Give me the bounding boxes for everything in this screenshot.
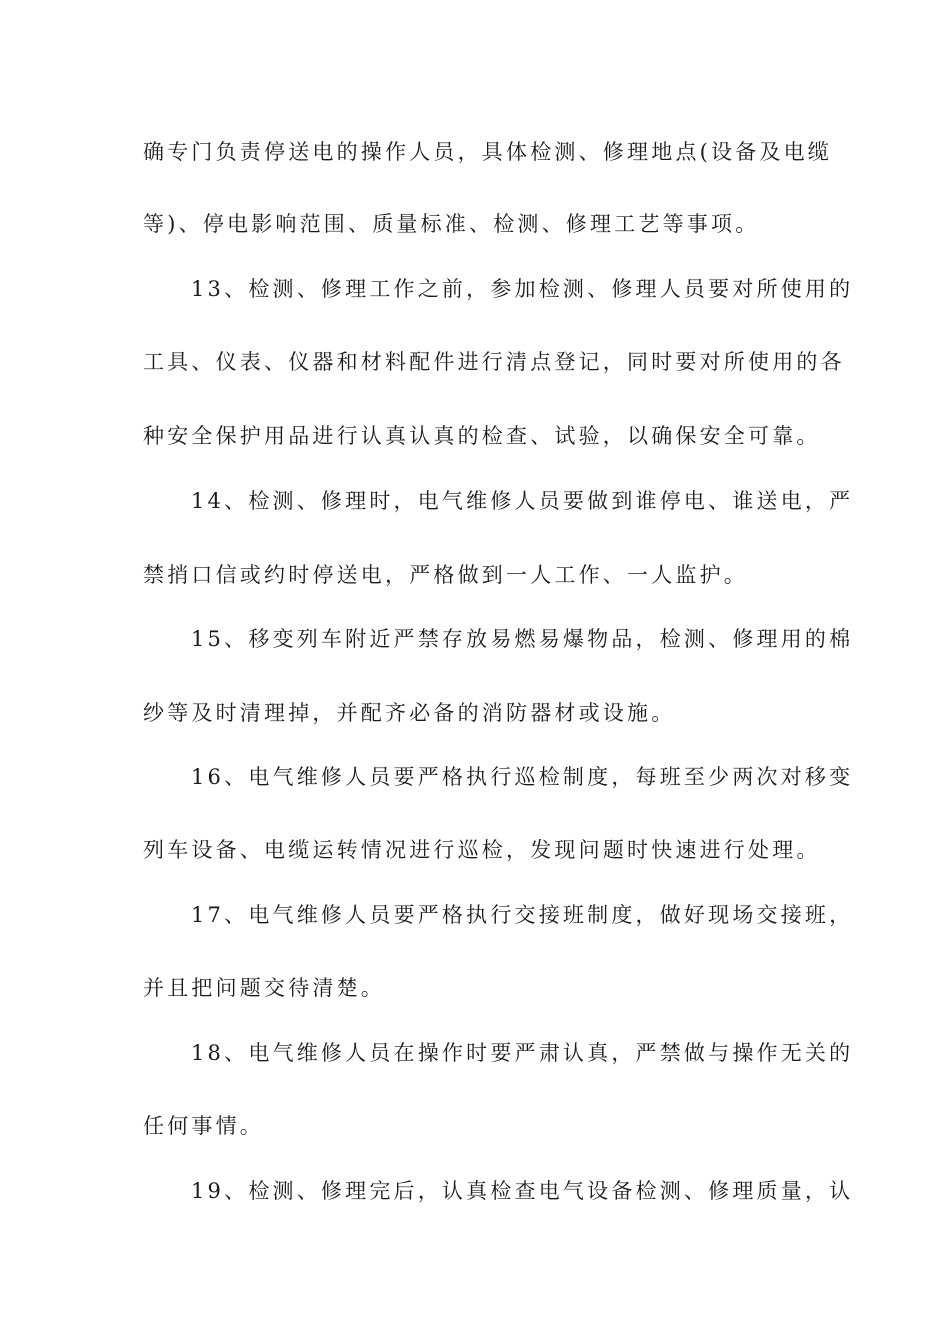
- paragraph-line: 确专门负责停送电的操作人员，具体检测、修理地点(设备及电缆: [143, 140, 832, 164]
- paragraph-line: 列车设备、电缆运转情况进行巡检，发现问题时快速进行处理。: [143, 838, 821, 862]
- paragraph-line: 任何事情。: [143, 1114, 264, 1138]
- paragraph-line: 13、检测、修理工作之前，参加检测、修理人员要对所使用的: [191, 277, 854, 301]
- paragraph-line: 纱等及时清理掉，并配齐必备的消防器材或设施。: [143, 701, 676, 725]
- paragraph-line: 15、移变列车附近严禁存放易燃易爆物品，检测、修理用的棉: [191, 627, 854, 651]
- paragraph-line: 14、检测、修理时，电气维修人员要做到谁停电、谁送电，严: [191, 489, 854, 513]
- paragraph-line: 禁捎口信或约时停送电，严格做到一人工作、一人监护。: [143, 563, 748, 587]
- paragraph-line: 并且把问题交待清楚。: [143, 976, 385, 1000]
- paragraph-line: 等)、停电影响范围、质量标准、检测、修理工艺等事项。: [143, 212, 760, 236]
- paragraph-line: 18、电气维修人员在操作时要严肃认真，严禁做与操作无关的: [191, 1041, 854, 1065]
- paragraph-line: 种安全保护用品进行认真认真的检查、试验，以确保安全可靠。: [143, 424, 821, 448]
- paragraph-line: 17、电气维修人员要严格执行交接班制度，做好现场交接班，: [191, 903, 854, 927]
- paragraph-line: 工具、仪表、仪器和材料配件进行清点登记，同时要对所使用的各: [143, 350, 845, 374]
- paragraph-line: 19、检测、修理完后，认真检查电气设备检测、修理质量，认: [191, 1179, 854, 1203]
- paragraph-line: 16、电气维修人员要严格执行巡检制度，每班至少两次对移变: [191, 765, 854, 789]
